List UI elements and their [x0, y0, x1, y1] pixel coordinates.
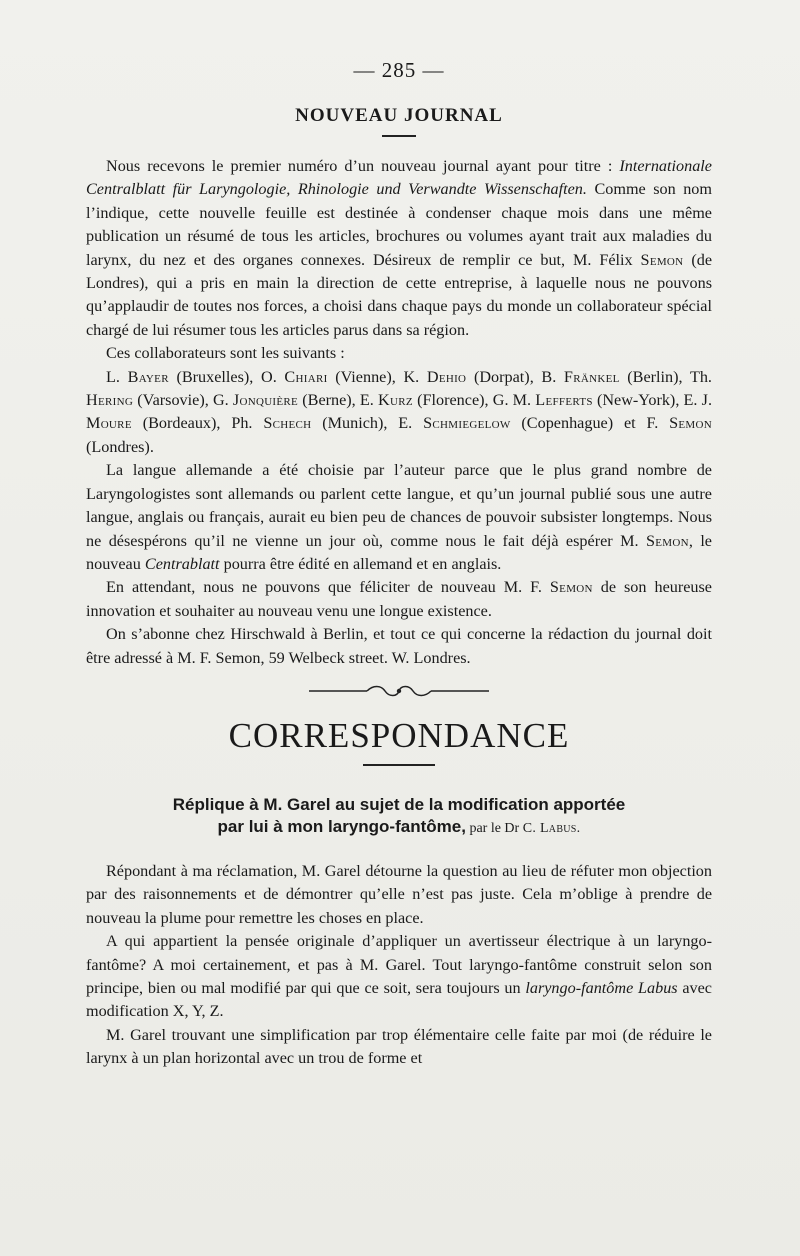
section-title-nouveau-journal: NOUVEAU JOURNAL [295, 105, 503, 126]
journal-paragraph-3: La langue allemande a été choisie par l’auteur parce que le plus grand nombre de Laryngologistes sont allemands ou parlent cette langue, et qu’un journal publié sous une autre langue, anglais ou français, aurait eu bien peu de chances de pouvoir subsister longtemps. Nous ne désespérons qu’il ne vienne un jour où, comme nous le fait déjà espérer M. Semon, le nouveau Centrablatt pourra être édité en allemand et en anglais. [86, 461, 712, 573]
correspondance-paragraph-1: Répondant à ma réclamation, M. Garel détourne la question au lieu de réfuter mon objection par des raisonnements et de démontrer qu’elle n’est pas juste. Cela m’oblige à prendre de nouveau la plume pour remettre les choses en place. [86, 861, 712, 927]
journal-paragraph-5: On s’abonne chez Hirschwald à Berlin, et tout ce qui concerne la rédaction du journal doit être adressé à M. F. Semon, 59 Welbeck street. W. Londres. [86, 625, 712, 667]
collaborators-list: L. Bayer (Bruxelles), O. Chiari (Vienne), K. Dehio (Dorpat), B. Fränkel (Berlin), Th. Hering (Varsovie), G. Jonquière (Berne), E. Kurz (Florence), G. M. Lefferts (New-York), E. J. Moure (Bordeaux), Ph. Schech (Munich), E. Schmiegelow (Copenhague) et F. Semon (Londres). [86, 367, 713, 456]
title-rule [382, 135, 416, 137]
page-content [86, 58, 712, 1071]
ornament-icon [309, 684, 489, 698]
journal-name: Internationale Centralblatt für Laryngologie, Rhinologie und Verwandte Wissenschaften. [86, 157, 712, 199]
journal-paragraph-1: Nous recevons le premier numéro d’un nouveau journal ayant pour titre : Internationale Centralblatt für Laryngologie, Rhinologie und Verwandte Wissenschaften. Comme son nom l’indique, cette nouvelle feuille est destinée à condenser chaque mois dans une même publication un résumé de tous les articles, brochures ou volumes ayant trait aux maladies du larynx, du nez et des organes connexes. Désireux de remplir ce but, M. Félix Semon (de Londres), qui a pris en main la direction de cette entreprise, à laquelle nous ne pouvons qu’applaudir de toutes nos forces, a choisi dans chaque pays du monde un collaborateur spécial chargé de lui résumer tous les articles parus dans sa région. [86, 157, 712, 339]
article-byline: par le Dr C. Labus. [465, 820, 581, 836]
page-number: — 285 — [353, 58, 445, 82]
ornament-divider [86, 684, 712, 698]
article-title: Réplique à M. Garel au sujet de la modification apportée par lui à mon laryngo-fantôme, par le Dr C. Labus. [172, 794, 626, 836]
correspondance-paragraph-3: M. Garel trouvant une simplification par trop élémentaire celle faite par moi (de réduire le larynx à un plan horizontal avec un trou de forme et [86, 1025, 712, 1068]
correspondance-rule [363, 764, 435, 766]
author-name: Semon [640, 250, 684, 269]
section-title-correspondance: CORRESPONDANCE [228, 715, 570, 755]
correspondance-paragraph-2: A qui appartient la pensée originale d’appliquer un avertisseur électrique à un laryngo-fantôme? A moi certainement, et pas à M. Garel. Tout laryngo-fantôme construit selon son principe, bien ou mal modifié par qui que ce soit, sera toujours un laryngo-fantôme Labus avec modification X, Y, Z. [86, 932, 712, 1021]
journal-paragraph-4: En attendant, nous ne pouvons que féliciter de nouveau M. F. Semon de son heureuse innovation et souhaiter au nouveau venu une longue existence. [86, 578, 712, 620]
journal-paragraph-2: Ces collaborateurs sont les suivants : [106, 344, 345, 363]
